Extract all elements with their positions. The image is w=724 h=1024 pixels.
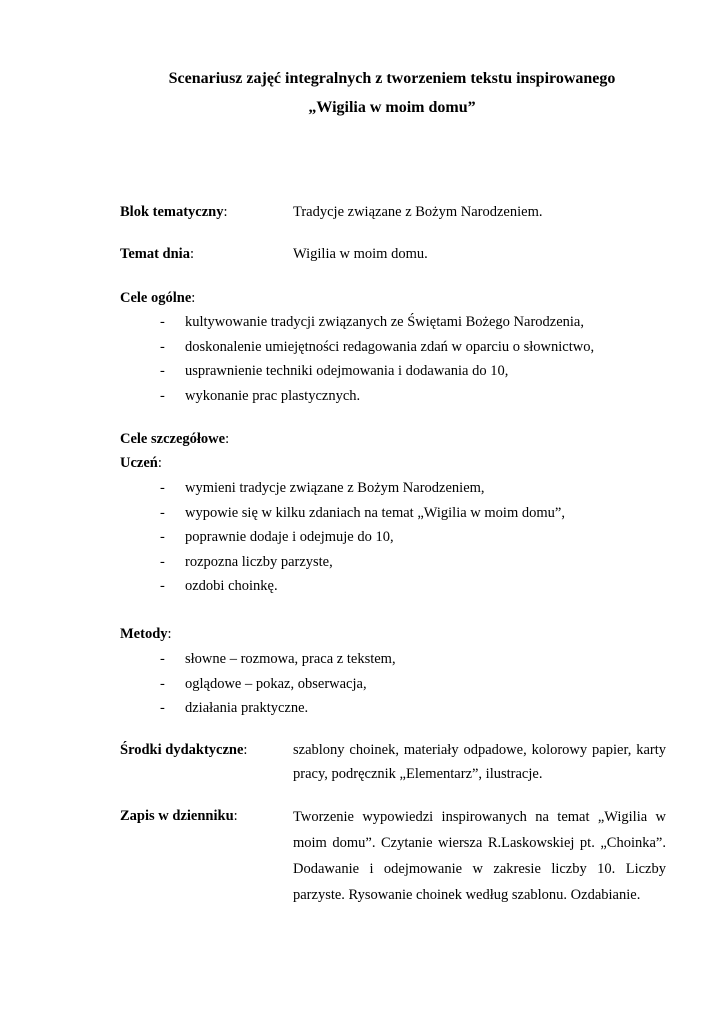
srodki-dydaktyczne-label: Środki dydaktyczne:: [120, 742, 248, 758]
temat-dnia-value: Wigilia w moim domu.: [293, 246, 428, 262]
srodki-dydaktyczne-value: szablony choinek, materiały odpadowe, kolorowy papier, karty pracy, podręcznik „Elementarz”, ilustracje.: [293, 742, 666, 782]
cele-ogolne-heading: Cele ogólne:: [120, 290, 196, 306]
zapis-w-dzienniku-label: Zapis w dzienniku:: [120, 808, 238, 824]
blok-tematyczny-value: Tradycje związane z Bożym Narodzeniem.: [293, 204, 543, 220]
cele-szczegolowe-heading: Cele szczegółowe:: [120, 431, 230, 447]
uczen-heading: Uczeń:: [120, 455, 162, 471]
zapis-w-dzienniku-value: Tworzenie wypowiedzi inspirowanych na temat „Wigilia w moim domu”. Czytanie wiersza R.Laskowskiej pt. „Choinka”. Dodawanie i odejmowanie w zakresie liczby 10. Liczby parzyste. Rysowanie choinek według szablonu. Ozdabianie.: [293, 809, 666, 903]
temat-dnia-label: Temat dnia:: [120, 246, 194, 262]
blok-tematyczny-label: Blok tematyczny:: [120, 204, 228, 220]
metody-heading: Metody:: [120, 626, 172, 642]
document-subtitle: „Wigilia w moim domu”: [308, 99, 476, 116]
document-page: Scenariusz zajęć integralnych z tworzeniem tekstu inspirowanego „Wigilia w moim domu” Blok tematyczny: Tradycje związane z Bożym Narodzeniem. Temat dnia: Wigilia w moim domu. Cele ogólne: - kultywowanie tradycji związanych ze Świętami Bożego Narodzenia, - doskonalenie umiejętności redagowania zdań w oparciu o słownictwo, - usprawnienie techniki odejmowania i dodawania do 10, - wykonanie prac plastycznych. Cele szczegółowe: Uczeń: - wymieni tradycje związane z Bożym Narodzeniem, - wypowie się w kilku zdaniach na temat „Wigilia w moim domu”, - poprawnie dodaje i odejmuje do 10, - rozpozna liczby parzyste, - ozdobi choinkę. Metody: - słowne – rozmowa, praca z tekstem, - oglądowe – pokaz, obserwacja, - działania praktyczne. Środki dydaktyczne: szablony choinek, materiały odpadowe, kolorowy papier, karty pracy, podręcznik „Elementarz”, ilustracje. Zapis w dzienniku: Tworzenie wypowiedzi inspirowanych na temat „Wigilia w moim domu”. Czytanie wiersza R.Laskowskiej pt. „Choinka”. Dodawanie i odejmowanie w zakresie liczby 10. Liczby parzyste. Rysowanie choinek według szablonu. Ozdabianie.: [0, 0, 724, 1024]
document-title: Scenariusz zajęć integralnych z tworzeniem tekstu inspirowanego: [168, 70, 616, 87]
